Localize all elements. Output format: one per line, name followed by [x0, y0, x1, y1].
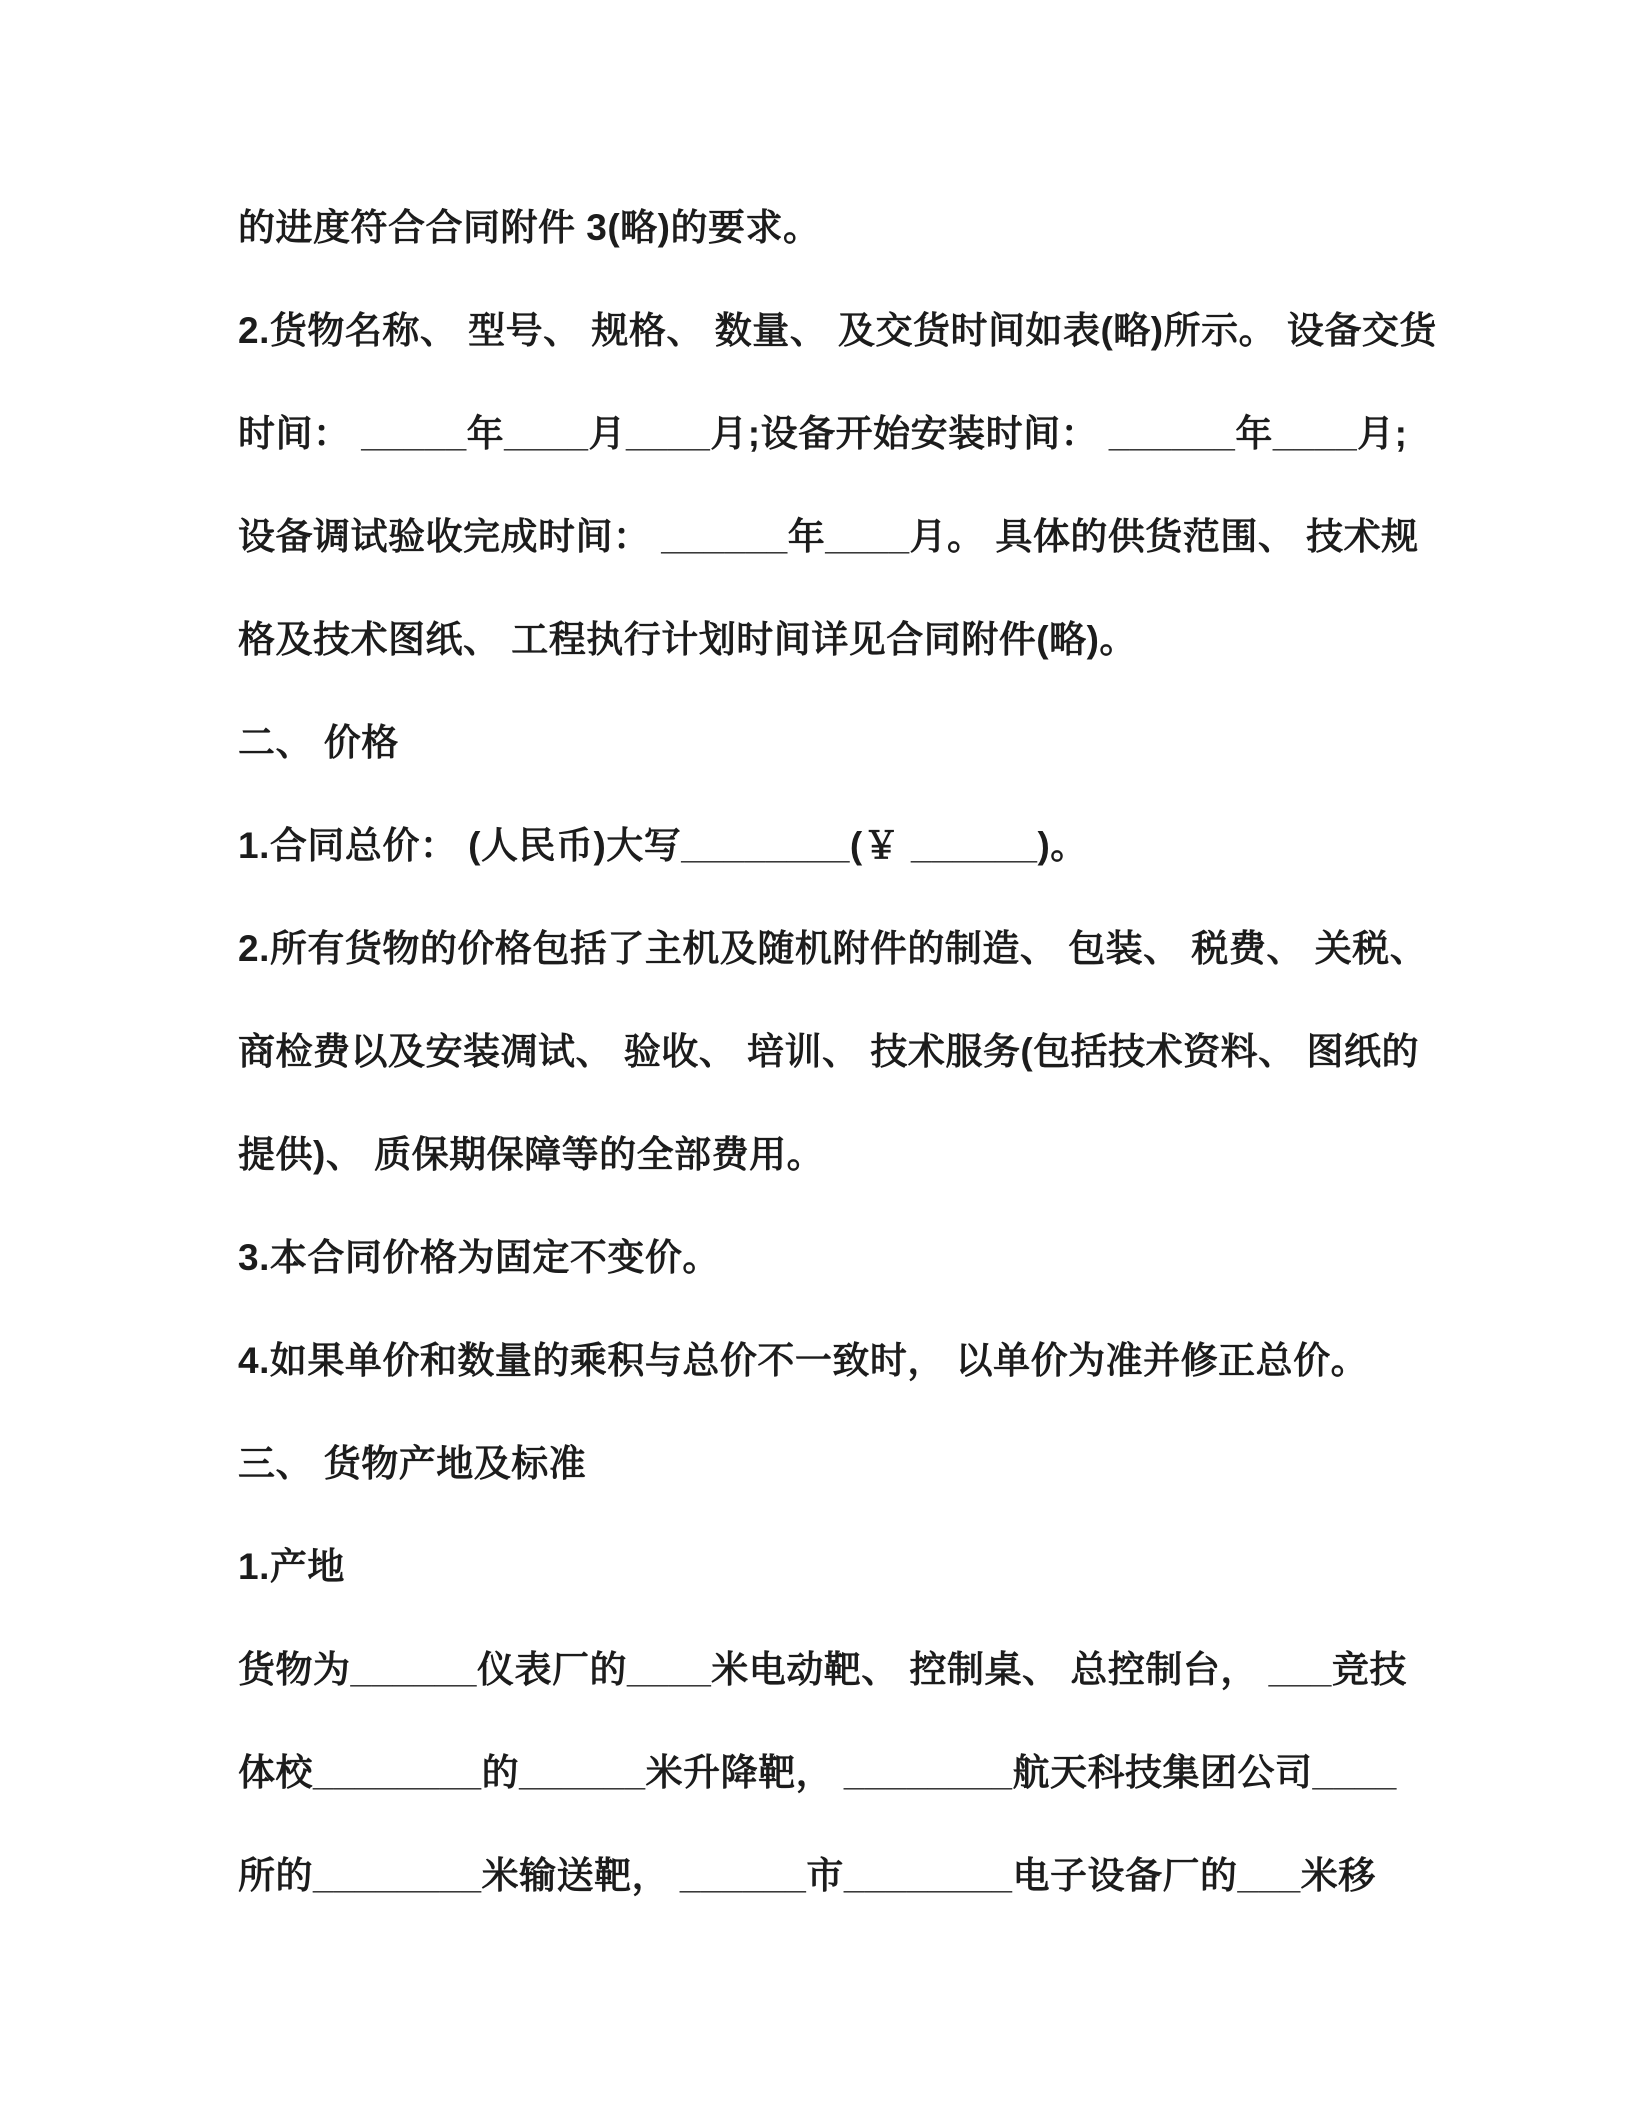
- subsection-heading-origin: 1.产地: [238, 1545, 345, 1587]
- contract-line-goods-list: 2.货物名称、 型号、 规格、 数量、 及交货时间如表(略)所示。 设备交货: [238, 309, 1437, 351]
- contract-line-acceptance-time: 设备调试验收完成时间： ______年____月。 具体的供货范围、 技术规: [238, 515, 1419, 557]
- contract-line-progress: 的进度符合合同附件 3(略)的要求。: [238, 206, 821, 248]
- contract-line-delivery-time: 时间： _____年____月____月;设备开始安装时间： ______年____月;: [238, 412, 1408, 454]
- contract-line-origin-1: 货物为______仪表厂的____米电动靶、 控制桌、 总控制台， ___竞技: [238, 1648, 1407, 1690]
- contract-line-unit-price-rule: 4.如果单价和数量的乘积与总价不一致时， 以单价为准并修正总价。: [238, 1339, 1369, 1381]
- contract-line-origin-2: 体校________的______米升降靶， ________航天科技集团公司____: [238, 1751, 1397, 1793]
- section-heading-price: 二、 价格: [238, 721, 399, 763]
- contract-line-origin-3: 所的________米输送靶， ______市________电子设备厂的___米移: [238, 1854, 1376, 1896]
- contract-text-block: [238, 172, 1448, 1923]
- contract-line-price-services: 商检费以及安装凋试、 验收、 培训、 技术服务(包括技术资料、 图纸的: [238, 1030, 1419, 1072]
- contract-line-price-includes: 2.所有货物的价格包括了主机及随机附件的制造、 包装、 税费、 关税、: [238, 927, 1428, 969]
- contract-line-plan-attachment: 格及技术图纸、 工程执行计划时间详见合同附件(略)。: [238, 618, 1137, 660]
- contract-line-fixed-price: 3.本合同价格为固定不变价。: [238, 1236, 720, 1278]
- section-heading-origin-standard: 三、 货物产地及标准: [238, 1442, 587, 1484]
- contract-line-total-price: 1.合同总价： (人民币)大写________(￥ ______)。: [238, 824, 1088, 866]
- contract-line-price-warranty: 提供)、 质保期保障等的全部费用。: [238, 1133, 825, 1175]
